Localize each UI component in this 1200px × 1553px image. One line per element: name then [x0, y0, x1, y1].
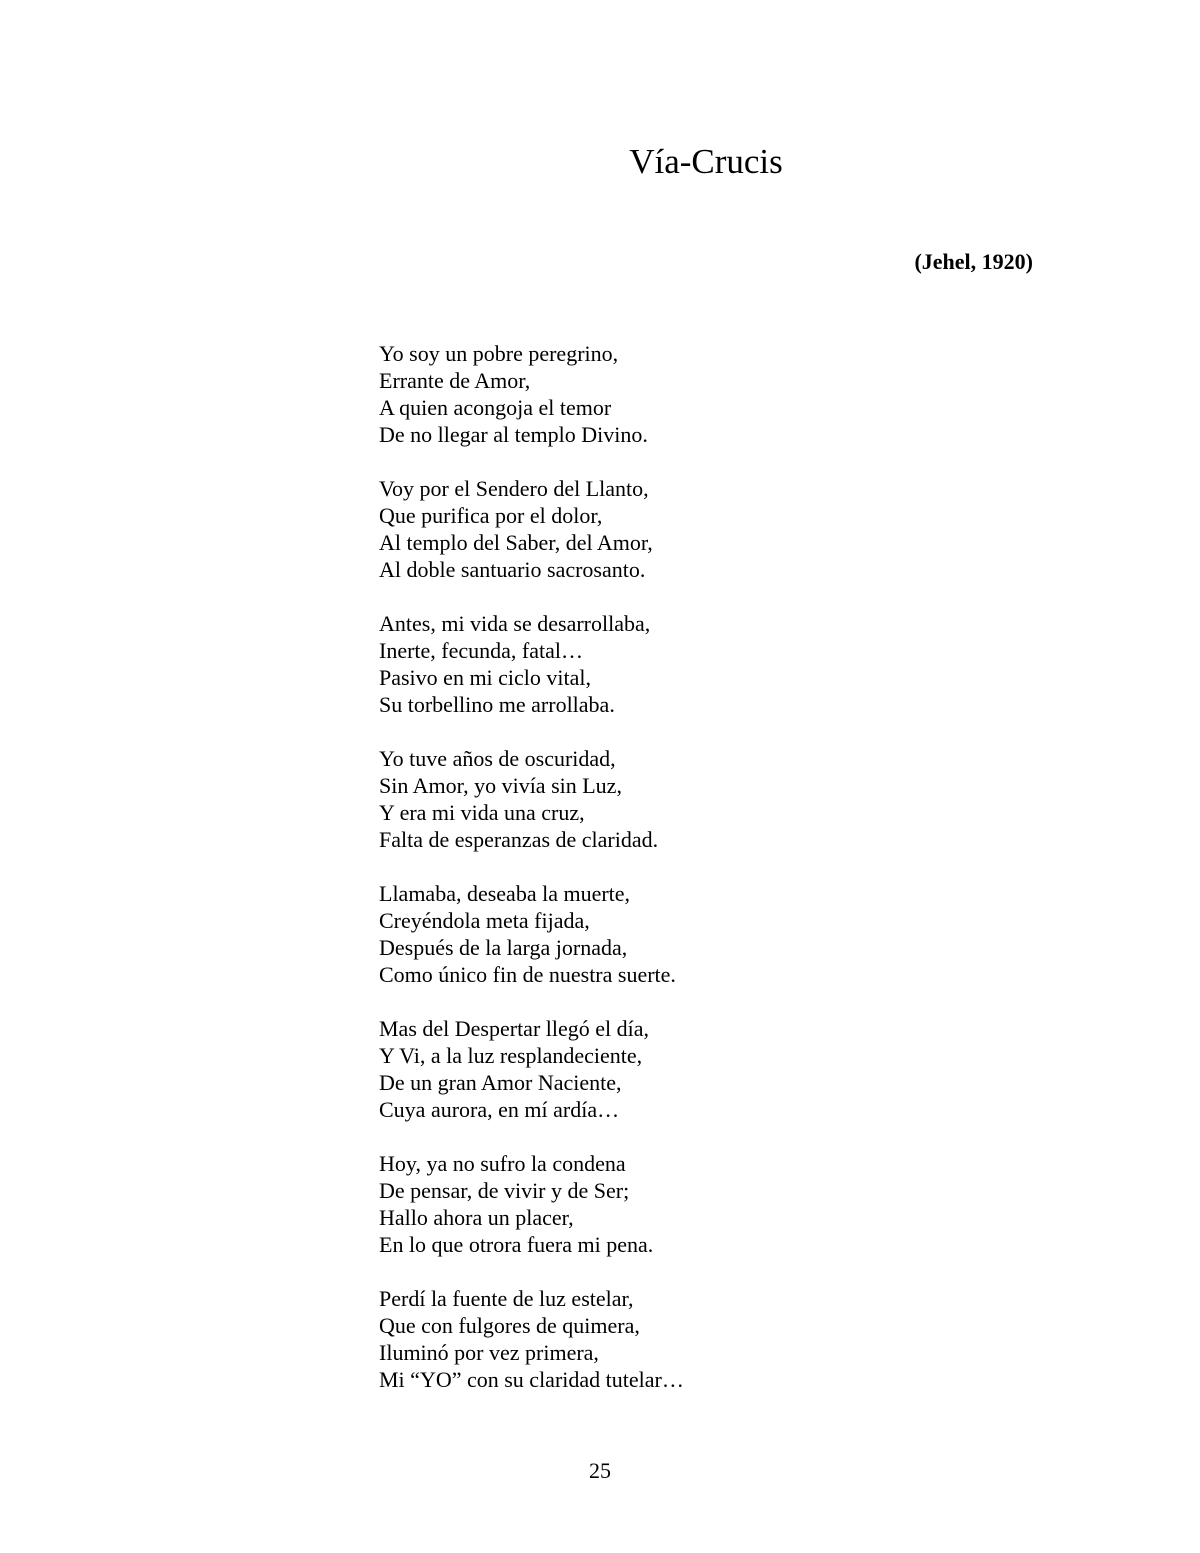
poem-line: Al templo del Saber, del Amor, [379, 530, 653, 555]
poem-line: Inerte, fecunda, fatal… [379, 638, 583, 663]
poem-line: Que con fulgores de quimera, [379, 1313, 640, 1338]
poem-line: Yo soy un pobre peregrino, [379, 341, 619, 366]
poem-line: Yo tuve años de oscuridad, [379, 746, 616, 771]
poem-body [379, 340, 939, 1420]
poem-line: Hallo ahora un placer, [379, 1205, 574, 1230]
poem-line: Que purifica por el dolor, [379, 503, 603, 528]
poem-line: De un gran Amor Naciente, [379, 1070, 622, 1095]
stanza [379, 880, 939, 988]
poem-line: Voy por el Sendero del Llanto, [379, 476, 649, 501]
stanza [379, 745, 939, 853]
stanza [379, 340, 939, 448]
stanza [379, 610, 939, 718]
stanza [379, 1285, 939, 1393]
poem-line: Errante de Amor, [379, 368, 531, 393]
stanza [379, 1015, 939, 1123]
poem-line: Mas del Despertar llegó el día, [379, 1016, 650, 1041]
poem-line: Falta de esperanzas de claridad. [379, 827, 659, 852]
stanza [379, 475, 939, 583]
poem-line: Sin Amor, yo vivía sin Luz, [379, 773, 622, 798]
poem-line: Y Vi, a la luz resplandeciente, [379, 1043, 643, 1068]
poem-line: Al doble santuario sacrosanto. [379, 557, 646, 582]
page-number: 25 [589, 1458, 611, 1483]
poem-line: Llamaba, deseaba la muerte, [379, 881, 631, 906]
poem-line: En lo que otrora fuera mi pena. [379, 1232, 654, 1257]
poem-line: Pasivo en mi ciclo vital, [379, 665, 592, 690]
poem-line: Mi “YO” con su claridad tutelar… [379, 1367, 684, 1392]
stanza [379, 1150, 939, 1258]
poem-line: Como único fin de nuestra suerte. [379, 962, 676, 987]
poem-line: Después de la larga jornada, [379, 935, 628, 960]
poem-line: A quien acongoja el temor [379, 395, 612, 420]
poem-line: Creyéndola meta fijada, [379, 908, 590, 933]
poem-line: Su torbellino me arrollaba. [379, 692, 615, 717]
poem-line: Cuya aurora, en mí ardía… [379, 1097, 620, 1122]
poem-line: Iluminó por vez primera, [379, 1340, 599, 1365]
poem-line: Perdí la fuente de luz estelar, [379, 1286, 634, 1311]
page-title: Vía-Crucis [629, 142, 783, 181]
poem-line: Y era mi vida una cruz, [379, 800, 585, 825]
poem-line: Antes, mi vida se desarrollaba, [379, 611, 651, 636]
author-date: (Jehel, 1920) [914, 249, 1033, 274]
poem-line: De no llegar al templo Divino. [379, 422, 648, 447]
poem-line: De pensar, de vivir y de Ser; [379, 1178, 630, 1203]
poem-line: Hoy, ya no sufro la condena [379, 1151, 626, 1176]
